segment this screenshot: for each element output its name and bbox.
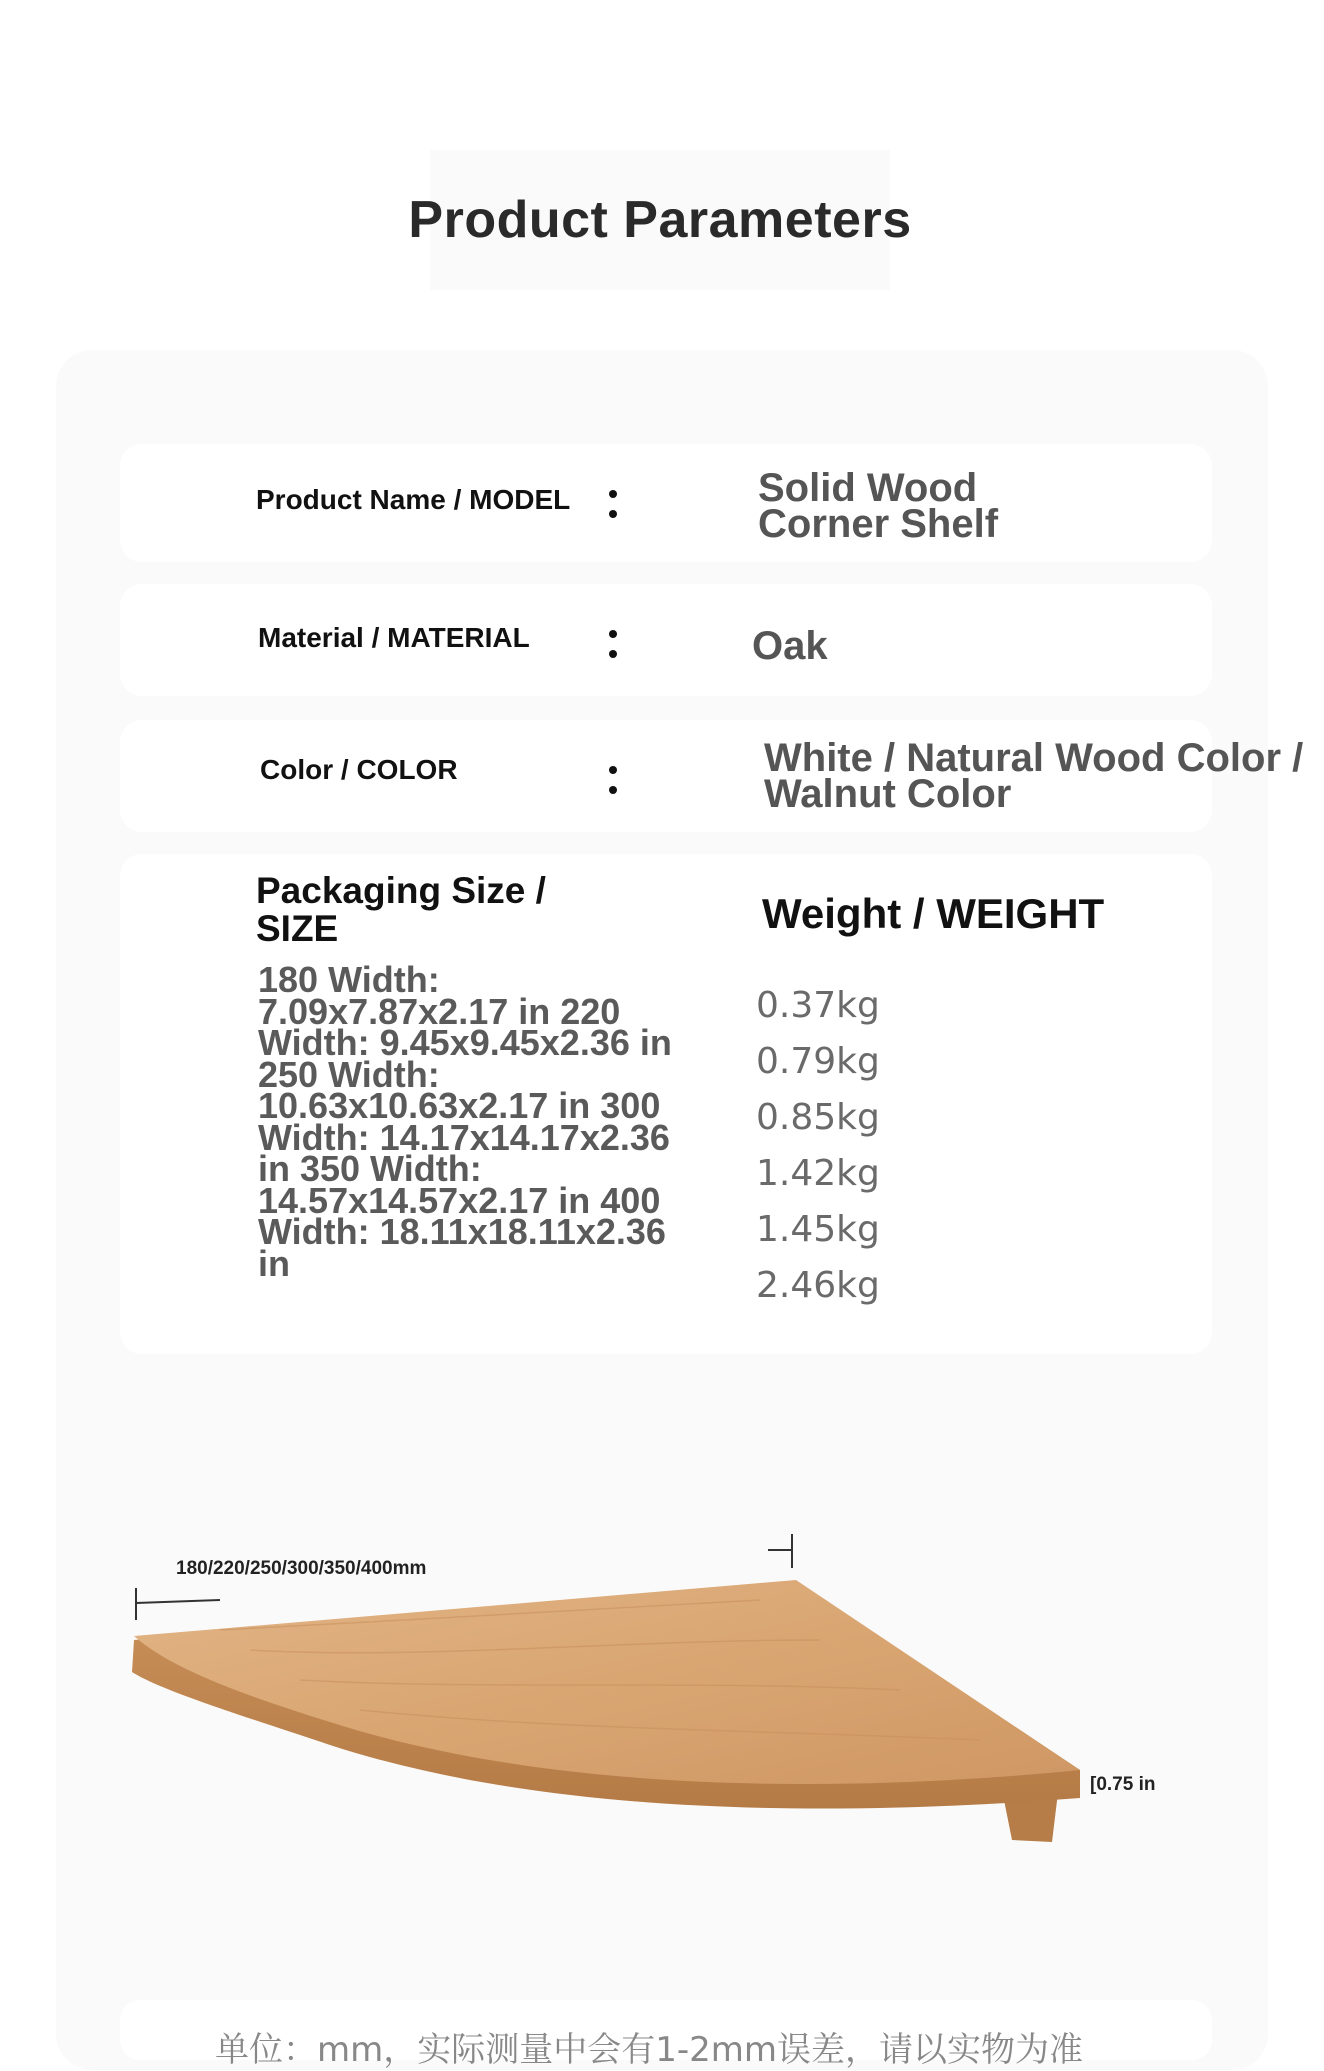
packaging-size-text: 180 Width: 7.09x7.87x2.17 in 220 Width: 9.45x9.45x2.36 in 250 Width: 10.63x10.63x2.17 in 300 Width: 14.17x14.17x2.36 in 350 Width: 14.57x14.57x2.17 in 400 Width: 18.11x18.11x2.36 in bbox=[258, 959, 672, 1284]
colon-separator bbox=[606, 760, 620, 800]
param-value-color: White / Natural Wood Color / Walnut Color bbox=[764, 736, 1304, 816]
colon-separator bbox=[606, 624, 620, 664]
weight-list bbox=[756, 978, 956, 1314]
width-dimension-label: 180/220/250/300/350/400mm bbox=[176, 1558, 427, 1579]
thickness-dimension-label: [0.75 in bbox=[1090, 1774, 1156, 1795]
colon-separator bbox=[606, 484, 620, 524]
weight-title: Weight / WEIGHT bbox=[762, 890, 1105, 937]
weight-item: 0.37kg bbox=[756, 985, 880, 1026]
param-label-color: Color / COLOR bbox=[260, 754, 458, 785]
packaging-size-title: Packaging Size / SIZE bbox=[256, 870, 546, 949]
param-label-model: Product Name / MODEL bbox=[256, 484, 571, 515]
weight-item: 1.45kg bbox=[756, 1209, 880, 1250]
page-title-container bbox=[408, 150, 912, 290]
param-value-material: Oak bbox=[752, 624, 828, 668]
page-title: Product Parameters bbox=[408, 191, 912, 249]
shelf-top-surface bbox=[134, 1580, 1080, 1784]
weight-item: 0.79kg bbox=[756, 1041, 880, 1082]
weight-item: 2.46kg bbox=[756, 1265, 880, 1306]
weight-item: 1.42kg bbox=[756, 1153, 880, 1194]
footer-note: 单位：mm，实际测量中会有1-2mm误差，请以实物为准 bbox=[215, 2030, 1084, 2070]
weight-item: 0.85kg bbox=[756, 1097, 880, 1138]
param-label-material: Material / MATERIAL bbox=[258, 622, 530, 653]
param-value-model: Solid Wood Corner Shelf bbox=[758, 466, 999, 546]
